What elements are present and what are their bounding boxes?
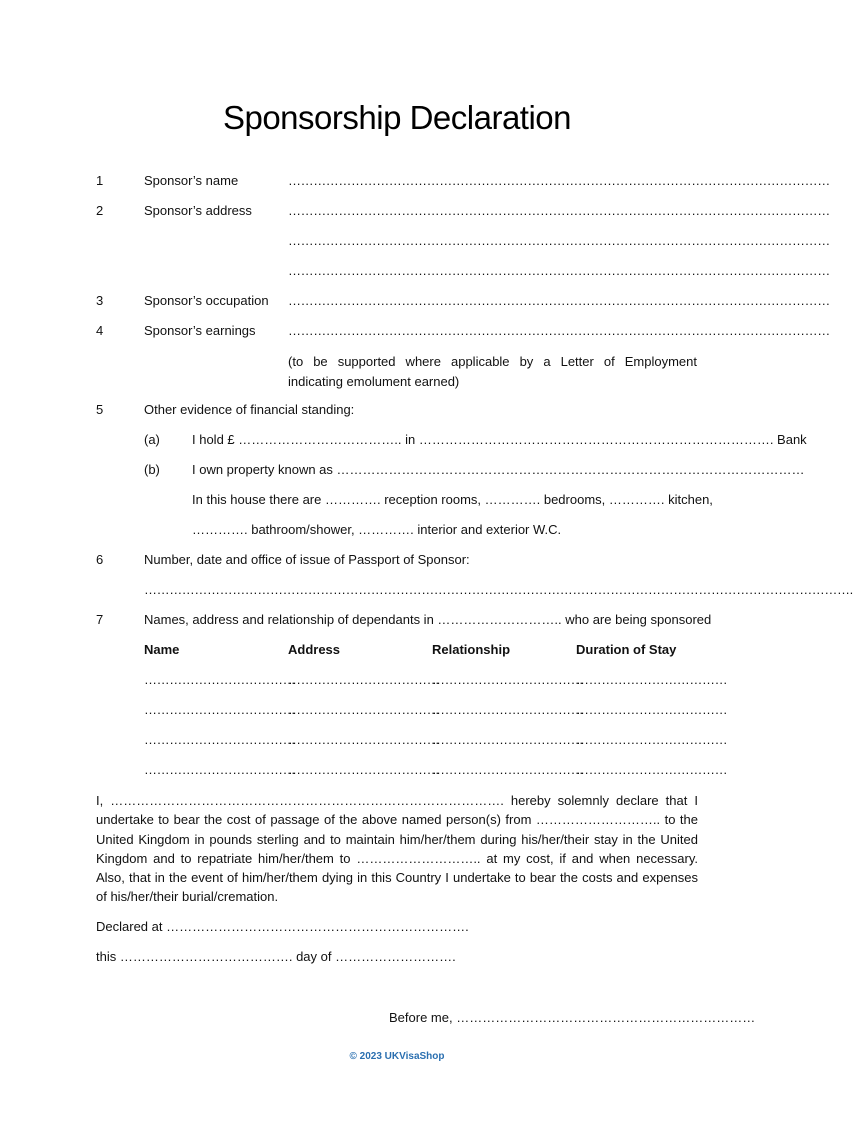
item-number: 6: [96, 552, 104, 567]
table-cell[interactable]: ………………………………: [288, 702, 440, 717]
this-day-line[interactable]: this …………………………………. day of ……………………….: [96, 949, 456, 964]
table-cell[interactable]: ………………………………: [144, 672, 296, 687]
sponsor-address-field-line-2[interactable]: …………………………………………………………………………………………………………………: [288, 233, 830, 248]
column-header-duration: Duration of Stay: [576, 642, 677, 657]
sub-item-a-text[interactable]: I hold £ ……………………………….. in ………………………………………………………………………. Bank: [192, 432, 807, 447]
table-cell[interactable]: ………………………………: [432, 702, 584, 717]
table-cell[interactable]: ………………………………: [288, 732, 440, 747]
table-cell[interactable]: ………………………………: [576, 672, 728, 687]
column-header-relationship: Relationship: [432, 642, 511, 657]
earnings-note: [288, 352, 697, 392]
sub-item-b-marker: (b): [144, 462, 160, 477]
table-cell[interactable]: ………………………………: [576, 732, 728, 747]
table-cell[interactable]: ………………………………: [144, 732, 296, 747]
item-number: 1: [96, 173, 104, 188]
item-number: 4: [96, 323, 104, 338]
dependants-label: Names, address and relationship of dependants in ……………………….. who are being sponsored: [144, 612, 712, 627]
table-cell[interactable]: ………………………………: [288, 762, 440, 777]
table-cell[interactable]: ………………………………: [576, 702, 728, 717]
item-number: 7: [96, 612, 104, 627]
column-header-name: Name: [144, 642, 180, 657]
house-rooms-line[interactable]: In this house there are …………. reception rooms, …………. bedrooms, …………. kitchen,: [192, 492, 713, 507]
table-cell[interactable]: ………………………………: [144, 702, 296, 717]
table-cell[interactable]: ………………………………: [576, 762, 728, 777]
sponsor-earnings-field[interactable]: …………………………………………………………………………………………………………………: [288, 323, 830, 338]
declaration-paragraph: I, ………………………………………………………………………………. hereby solemnly declare that I undertake to bear the cost of passage of the above named person(s) from ……………………….. to the United Kingdom in pounds sterling and to maintain him/her/them during his/her/their stay in the United Kingdom and to repatriate him/her/them to ……………………….. at my cost, if and when necessary. Also, that in the event of him/her/them dying in this Country I undertake to bear the costs and expenses of his/her/their burial/cremation.: [96, 793, 698, 905]
passport-label: Number, date and office of issue of Passport of Sponsor:: [144, 552, 470, 567]
table-cell[interactable]: ………………………………: [288, 672, 440, 687]
table-cell[interactable]: ………………………………: [432, 732, 584, 747]
sponsor-occupation-label: Sponsor’s occupation: [144, 293, 269, 308]
sub-item-a-marker: (a): [144, 432, 160, 447]
sub-item-b-text[interactable]: I own property known as ………………………………………………………………………………………………: [192, 462, 805, 477]
sponsor-occupation-field[interactable]: …………………………………………………………………………………………………………………: [288, 293, 830, 308]
sponsor-name-label: Sponsor’s name: [144, 173, 239, 188]
item-number: 2: [96, 203, 104, 218]
passport-field[interactable]: …………………………………………………………………………………………………………………………………………………….: [144, 582, 853, 597]
sponsor-address-field-line-3[interactable]: …………………………………………………………………………………………………………………: [288, 263, 830, 278]
sponsor-address-label: Sponsor’s address: [144, 203, 252, 218]
column-header-address: Address: [288, 642, 341, 657]
financial-standing-label: Other evidence of financial standing:: [144, 402, 355, 417]
earnings-note-line-1: (to be supported where applicable by a Letter of Employment: [288, 354, 697, 369]
declared-at-line[interactable]: Declared at …………………………………………………………….: [96, 919, 469, 934]
table-cell[interactable]: ………………………………: [432, 762, 584, 777]
item-number: 3: [96, 293, 104, 308]
house-facilities-line[interactable]: …………. bathroom/shower, …………. interior and exterior W.C.: [192, 522, 562, 537]
table-cell[interactable]: ………………………………: [432, 672, 584, 687]
before-me-line[interactable]: Before me, ……………………………………………………………: [389, 1010, 756, 1025]
earnings-note-line-2: indicating emolument earned): [288, 374, 460, 389]
sponsor-address-field-line-1[interactable]: …………………………………………………………………………………………………………………: [288, 203, 830, 218]
item-number: 5: [96, 402, 104, 417]
sponsor-name-field[interactable]: …………………………………………………………………………………………………………………: [288, 173, 830, 188]
table-cell[interactable]: ………………………………: [144, 762, 296, 777]
sponsor-earnings-label: Sponsor’s earnings: [144, 323, 256, 338]
page-title: Sponsorship Declaration: [222, 99, 572, 136]
copyright-footer: © 2023 UKVisaShop: [349, 1051, 445, 1062]
